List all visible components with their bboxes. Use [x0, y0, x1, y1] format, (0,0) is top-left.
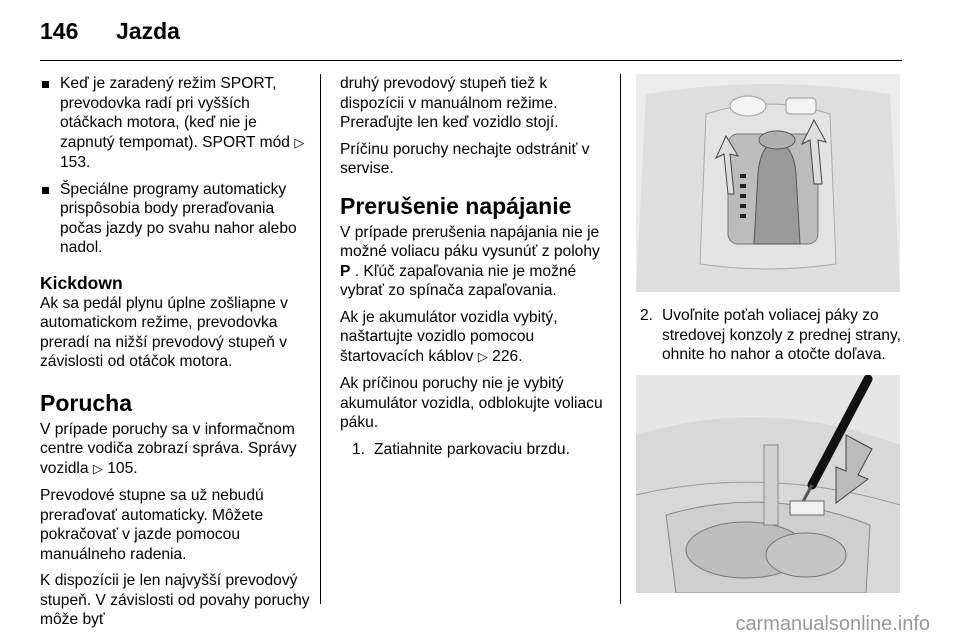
console-cover-figure — [636, 375, 900, 593]
page-ref[interactable]: 105. — [107, 459, 138, 477]
paragraph: V prípade prerušenia napájania nie je možné voliacu páku vysunúť z polohy P . Kľúč zapaľovania nie je možné vybrať zo spínača zapaľovania. — [340, 223, 600, 299]
bullet-square-icon — [42, 81, 49, 88]
page-ref-arrow-icon: ▷ — [294, 135, 305, 151]
page-title: Jazda — [116, 18, 180, 44]
list-item: Keď je zaradený režim SPORT, prevodovka radí pri vyšších otáčkach motora, (keď nie je zapnutý tempomat). SPORT mód ▷ 153. — [40, 74, 310, 173]
paragraph: druhý prevodový stupeň tiež k dispozícii v manuálnom režime. Preraďujte len keď vozidlo stojí. — [340, 75, 559, 131]
column-divider — [620, 74, 621, 604]
watermark: carmanualsonline.info — [735, 613, 930, 635]
section-heading-kickdown: Kickdown — [40, 272, 123, 293]
paragraph: Ak sa pedál plynu úplne zošliapne v automatickom režime, prevodovka preradí na nižší prevodový stupeň v závislosti od otáčok motora. — [40, 294, 288, 370]
paragraph: Prevodové stupne sa už nebudú preraďovať automaticky. Môžete pokračovať v jazde pomocou manuálneho radenia. — [40, 487, 264, 563]
page-ref-arrow-icon: ▷ — [92, 461, 103, 477]
console-cover-illustration — [636, 375, 900, 593]
paragraph: K dispozícii je len najvyšší prevodový stupeň. V závislosti od povahy poruchy môže byť — [40, 572, 310, 628]
gear-lever-figure — [636, 74, 900, 292]
page-header — [40, 18, 180, 45]
list-item: 1. Zatiahnite parkovaciu brzdu. — [352, 440, 570, 458]
paragraph: Príčinu poruchy nechajte odstrániť v servise. — [340, 140, 590, 177]
column-2 — [340, 74, 608, 466]
list-item: 2. Uvoľnite poťah voliacej páky zo stredovej konzoly z prednej strany, ohnite ho nahor a otočte doľava. — [640, 307, 901, 363]
header-rule — [40, 60, 902, 61]
section-heading-porucha: Porucha — [40, 389, 133, 416]
page-ref-arrow-icon: ▷ — [477, 349, 488, 365]
bullet-square-icon — [42, 187, 49, 194]
column-3 — [636, 74, 902, 593]
column-1 — [40, 74, 310, 637]
paragraph: Ak je akumulátor vozidla vybitý, naštartujte vozidlo pomocou štartovacích káblov ▷ 226. — [340, 308, 558, 365]
section-heading-prerusenie: Prerušenie napájanie — [340, 192, 572, 219]
column-divider — [320, 74, 321, 604]
page-ref[interactable]: 153. — [60, 154, 91, 171]
paragraph: Ak príčinou poruchy nie je vybitý akumulátor vozidla, odblokujte voliacu páku. — [340, 375, 603, 431]
list-item: Špeciálne programy automaticky prispôsobia body preraďovania počas jazdy po svahu nahor alebo nadol. — [40, 180, 310, 258]
page-number: 146 — [40, 18, 79, 44]
page-ref[interactable]: 226. — [492, 347, 523, 365]
gear-lever-illustration — [636, 74, 900, 292]
paragraph: V prípade poruchy sa v informačnom centre vodiča zobrazí správa. Správy vozidla ▷ 105. — [40, 420, 297, 477]
